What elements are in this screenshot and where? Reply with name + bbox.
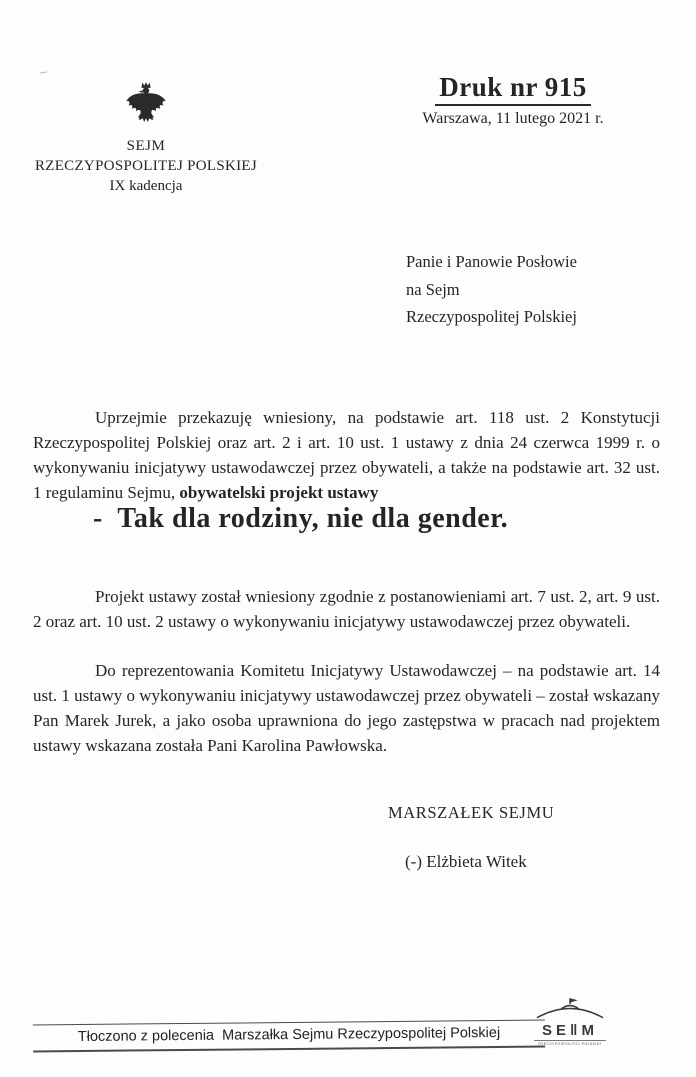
paragraph-1-text: Uprzejmie przekazuję wniesiony, na podstawie art. 118 ust. 2 Konstytucji Rzeczypospolitej Polskiej oraz art. 2 i art. 10 ust. 1 ustawy z dnia 24 czerwca 1999 r. o wykonywaniu inicjatywy ustawodawczej przez obywateli, a także na podstawie art. 32 ust. 1 regulaminu Sejmu, xyxy=(33,408,660,502)
institution-term-line: IX kadencja xyxy=(109,178,183,194)
sejm-logo-letters: SE‖M xyxy=(542,1022,598,1039)
recipient-block xyxy=(406,248,577,331)
place-and-date: Warszawa, 11 lutego 2021 r. xyxy=(422,110,604,127)
recipient-line: Rzeczypospolitej Polskiej xyxy=(406,307,577,326)
institution-name-line2: RZECZYPOSPOLITEJ POLSKIEJ xyxy=(34,158,258,174)
recipient-line: na Sejm xyxy=(406,279,460,299)
sejm-logo xyxy=(534,997,606,1046)
header-print-block xyxy=(398,72,628,128)
signature-role: MARSZAŁEK SEJMU xyxy=(388,803,555,822)
body-paragraph-1 xyxy=(33,405,660,505)
scan-artifact-mark xyxy=(40,72,47,74)
header-institution-block xyxy=(20,76,272,195)
body-paragraph-2: Projekt ustawy został wniesiony zgodnie z postanowieniami art. 7 ust. 2, art. 9 ust. 2 oraz art. 10 ust. 2 ustawy o wykonywaniu inicjatywy ustawodawczej przez obywateli. xyxy=(33,587,660,631)
footer-print-note: Tłoczono z polecenia Marszałka Sejmu Rzeczypospolitej Polskiej xyxy=(77,1025,501,1046)
print-number: Druk nr 915 xyxy=(435,72,591,106)
sejm-logo-subtext: RZECZYPOSPOLITEJ POLSKIEJ xyxy=(534,1040,606,1046)
bill-title: - Tak dla rodziny, nie dla gender. xyxy=(93,503,509,534)
recipient-line: Panie i Panowie Posłowie xyxy=(406,252,577,271)
polish-eagle-emblem-icon xyxy=(20,76,272,136)
signature-name: (-) Elżbieta Witek xyxy=(405,852,527,871)
institution-name-line1: SEJM xyxy=(126,138,166,154)
body-paragraph-3: Do reprezentowania Komitetu Inicjatywy Ustawodawczej – na podstawie art. 14 ust. 1 ustawy o wykonywaniu inicjatywy ustawodawczej przez obywateli – został wskazany Pan Marek Jurek, a jako osoba uprawniona do jego zastępstwa w pracach nad projektem ustawy wskazana została Pani Karolina Pawłowska. xyxy=(33,661,660,755)
sejm-dome-icon xyxy=(535,997,605,1019)
paragraph-1-bold-phrase: obywatelski projekt ustawy xyxy=(179,483,379,502)
footer-print-note-band xyxy=(33,1020,545,1053)
